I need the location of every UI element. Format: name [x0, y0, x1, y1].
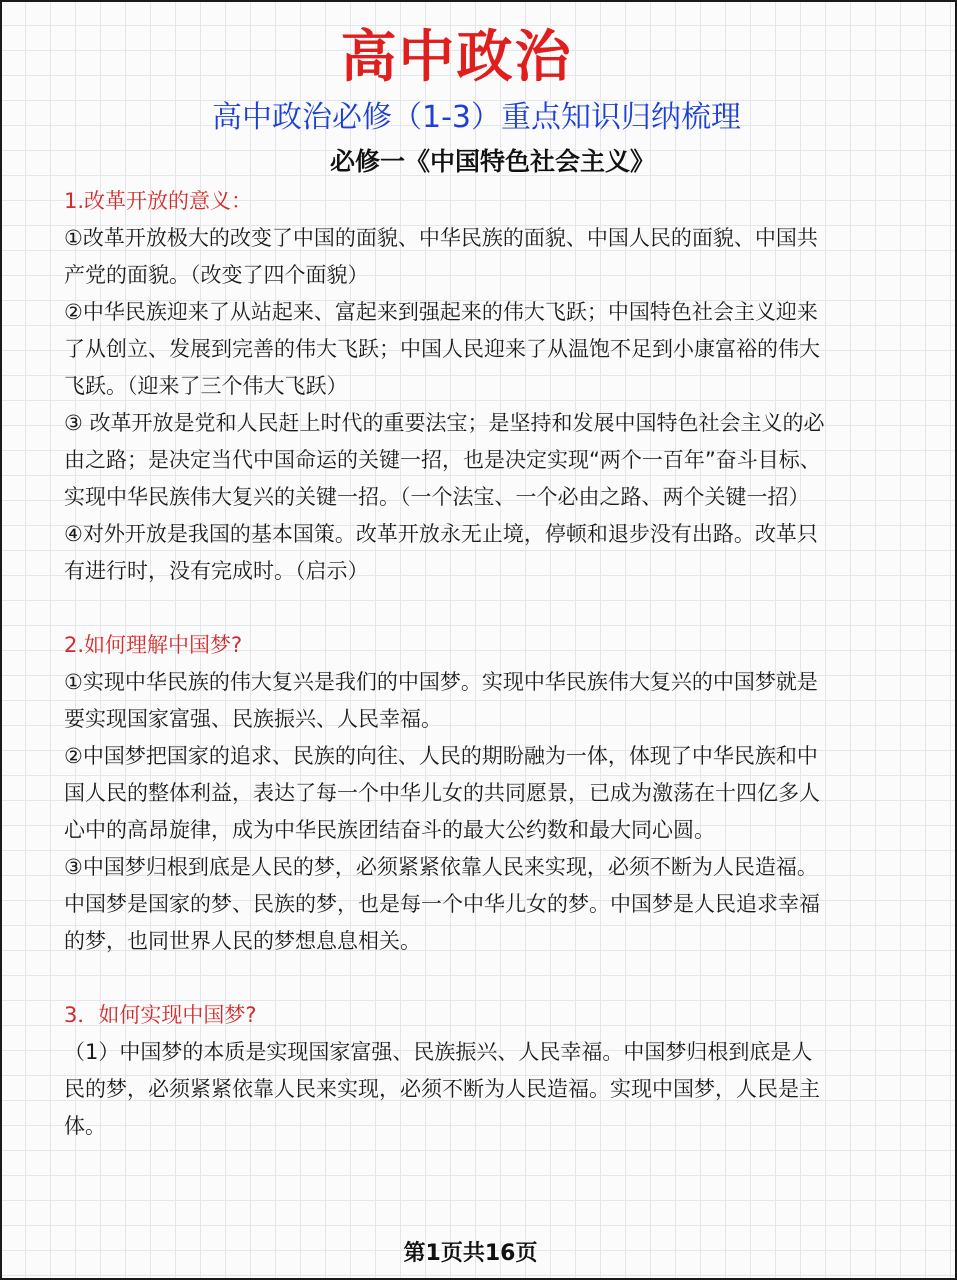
section-1 [64, 183, 830, 590]
section-2 [64, 627, 830, 960]
section-spacer [64, 590, 830, 627]
section-heading: 2.如何理解中国梦? [64, 633, 243, 657]
page-title: 高中政治 [340, 25, 573, 90]
paragraph: ③中国梦归根到底是人民的梦，必须紧紧依靠人民来实现，必须不断为人民造福。中国梦是国家的梦、民族的梦，也是每一个中华儿女的梦。中国梦是人民追求幸福的梦，也同世界人民的梦想息息相关。 [64, 855, 820, 953]
paragraph: ①改革开放极大的改变了中国的面貌、中华民族的面貌、中国人民的面貌、中国共产党的面貌。（改变了四个面貌） [64, 226, 818, 287]
paragraph: ③ 改革开放是党和人民赶上时代的重要法宝；是坚持和发展中国特色社会主义的必由之路；是决定当代中国命运的关键一招，也是决定实现“两个一百年”奋斗目标、实现中华民族伟大复兴的关键一招。（一个法宝、一个必由之路、两个关键一招） [64, 411, 825, 509]
page-number: 第1页共16页 [403, 1241, 538, 1266]
paragraph: ①实现中华民族的伟大复兴是我们的中国梦。实现中华民族伟大复兴的中国梦就是要实现国家富强、民族振兴、人民幸福。 [64, 670, 818, 731]
paragraph: （1）中国梦的本质是实现国家富强、民族振兴、人民幸福。中国梦归根到底是人民的梦，必须紧紧依靠人民来实现，必须不断为人民造福。实现中国梦，人民是主体。 [64, 1040, 820, 1138]
section-spacer [64, 960, 830, 997]
content-body [64, 183, 830, 1145]
paragraph: ②中华民族迎来了从站起来、富起来到强起来的伟大飞跃；中国特色社会主义迎来了从创立、发展到完善的伟大飞跃；中国人民迎来了从温饱不足到小康富裕的伟大飞跃。（迎来了三个伟大飞跃） [64, 300, 820, 398]
book-title: 必修一《中国特色社会主义》 [329, 147, 655, 176]
section-heading: 3．如何实现中国梦? [64, 1003, 257, 1027]
section-3 [64, 997, 830, 1145]
page-subtitle: 高中政治必修（1-3）重点知识归纳梳理 [212, 100, 741, 135]
section-heading: 1.改革开放的意义： [64, 189, 253, 213]
paragraph: ②中国梦把国家的追求、民族的向往、人民的期盼融为一体，体现了中华民族和中国人民的整体利益，表达了每一个中华儿女的共同愿景，已成为激荡在十四亿多人心中的高昂旋律，成为中华民族团结奋斗的最大公约数和最大同心圆。 [64, 744, 820, 842]
paragraph: ④对外开放是我国的基本国策。改革开放永无止境，停顿和退步没有出路。改革只有进行时，没有完成时。（启示） [64, 522, 818, 583]
